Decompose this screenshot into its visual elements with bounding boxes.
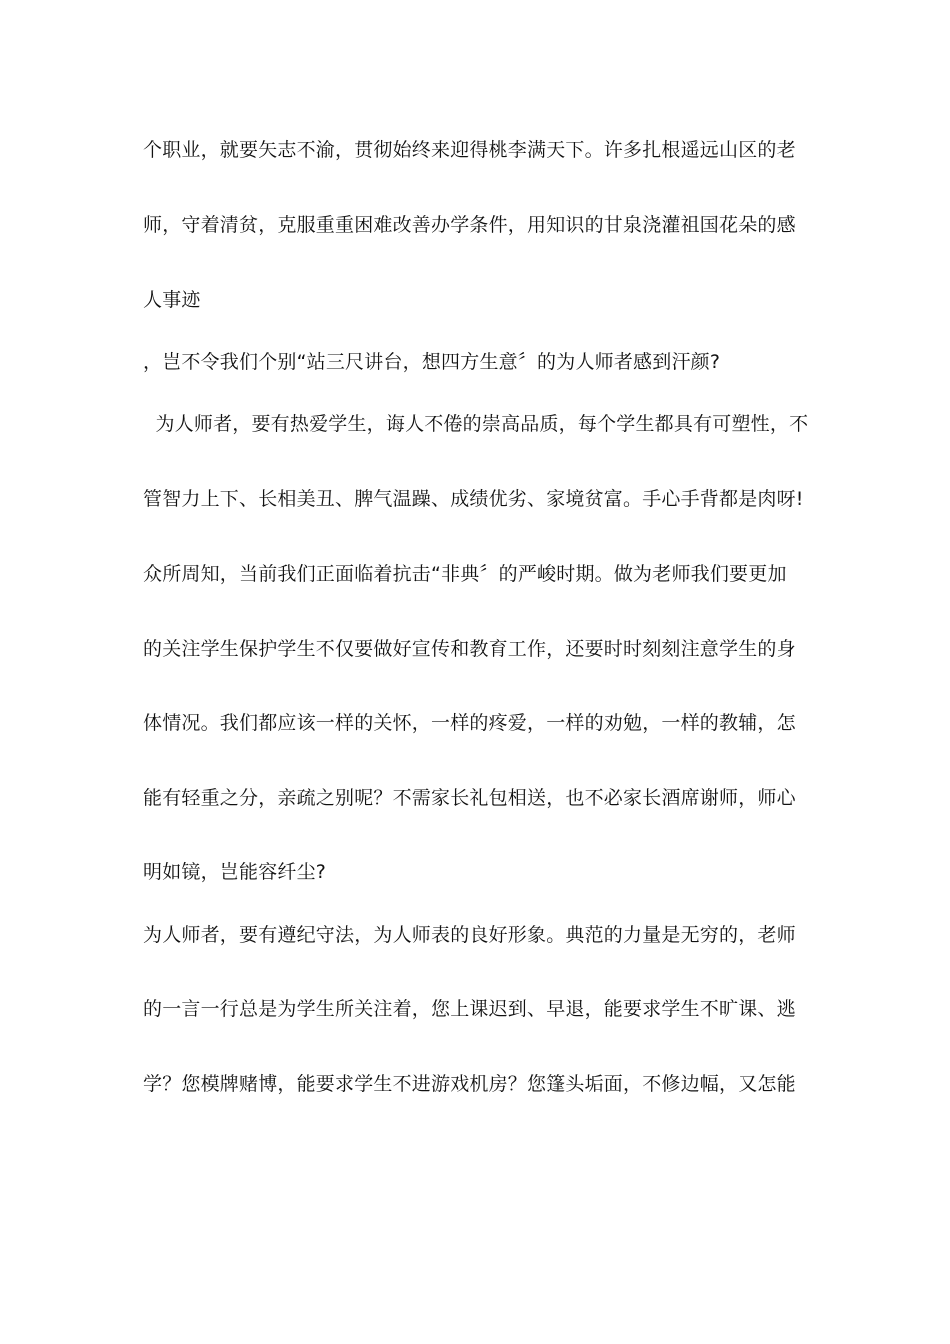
text-line: 管智力上下、长相美丑、脾气温躁、成绩优劣、家境贫富。手心手背都是肉呀!	[143, 488, 804, 510]
text-line: 众所周知，当前我们正面临着抗击“非典〞的严峻时期。做为老师我们要更加	[143, 563, 787, 585]
text-line: 为人师者，要有热爱学生，诲人不倦的崇高品质，每个学生都具有可塑性，不	[143, 413, 809, 435]
text-line: 明如镜，岂能容纤尘?	[143, 861, 327, 883]
text-line: 师，守着清贫，克服重重困难改善办学条件，用知识的甘泉浇灌祖国花朵的感	[143, 214, 796, 236]
text-line: 个职业，就要矢志不渝，贯彻始终来迎得桃李满天下。许多扎根遥远山区的老	[143, 139, 796, 161]
text-line: 学？您模牌赌博，能要求学生不进游戏机房？您篷头垢面，不修边幅，又怎能	[143, 1073, 796, 1095]
text-line: 的关注学生保护学生不仅要做好宣传和教育工作，还要时时刻刻注意学生的身	[143, 638, 796, 660]
text-line: 体情况。我们都应该一样的关怀，一样的疼爱，一样的劝勉，一样的教辅，怎	[143, 712, 796, 734]
text-line: 能有轻重之分，亲疏之别呢？不需家长礼包相送，也不必家长酒席谢师，师心	[143, 787, 796, 809]
text-line: 为人师者，要有遵纪守法，为人师表的良好形象。典范的力量是无穷的，老师	[143, 924, 796, 946]
text-line: 人事迹	[143, 289, 201, 311]
text-line: ，岂不令我们个别“站三尺讲台，想四方生意〞的为人师者感到汗颜?	[143, 351, 721, 373]
text-line: 的一言一行总是为学生所关注着，您上课迟到、早退，能要求学生不旷课、逃	[143, 998, 796, 1020]
